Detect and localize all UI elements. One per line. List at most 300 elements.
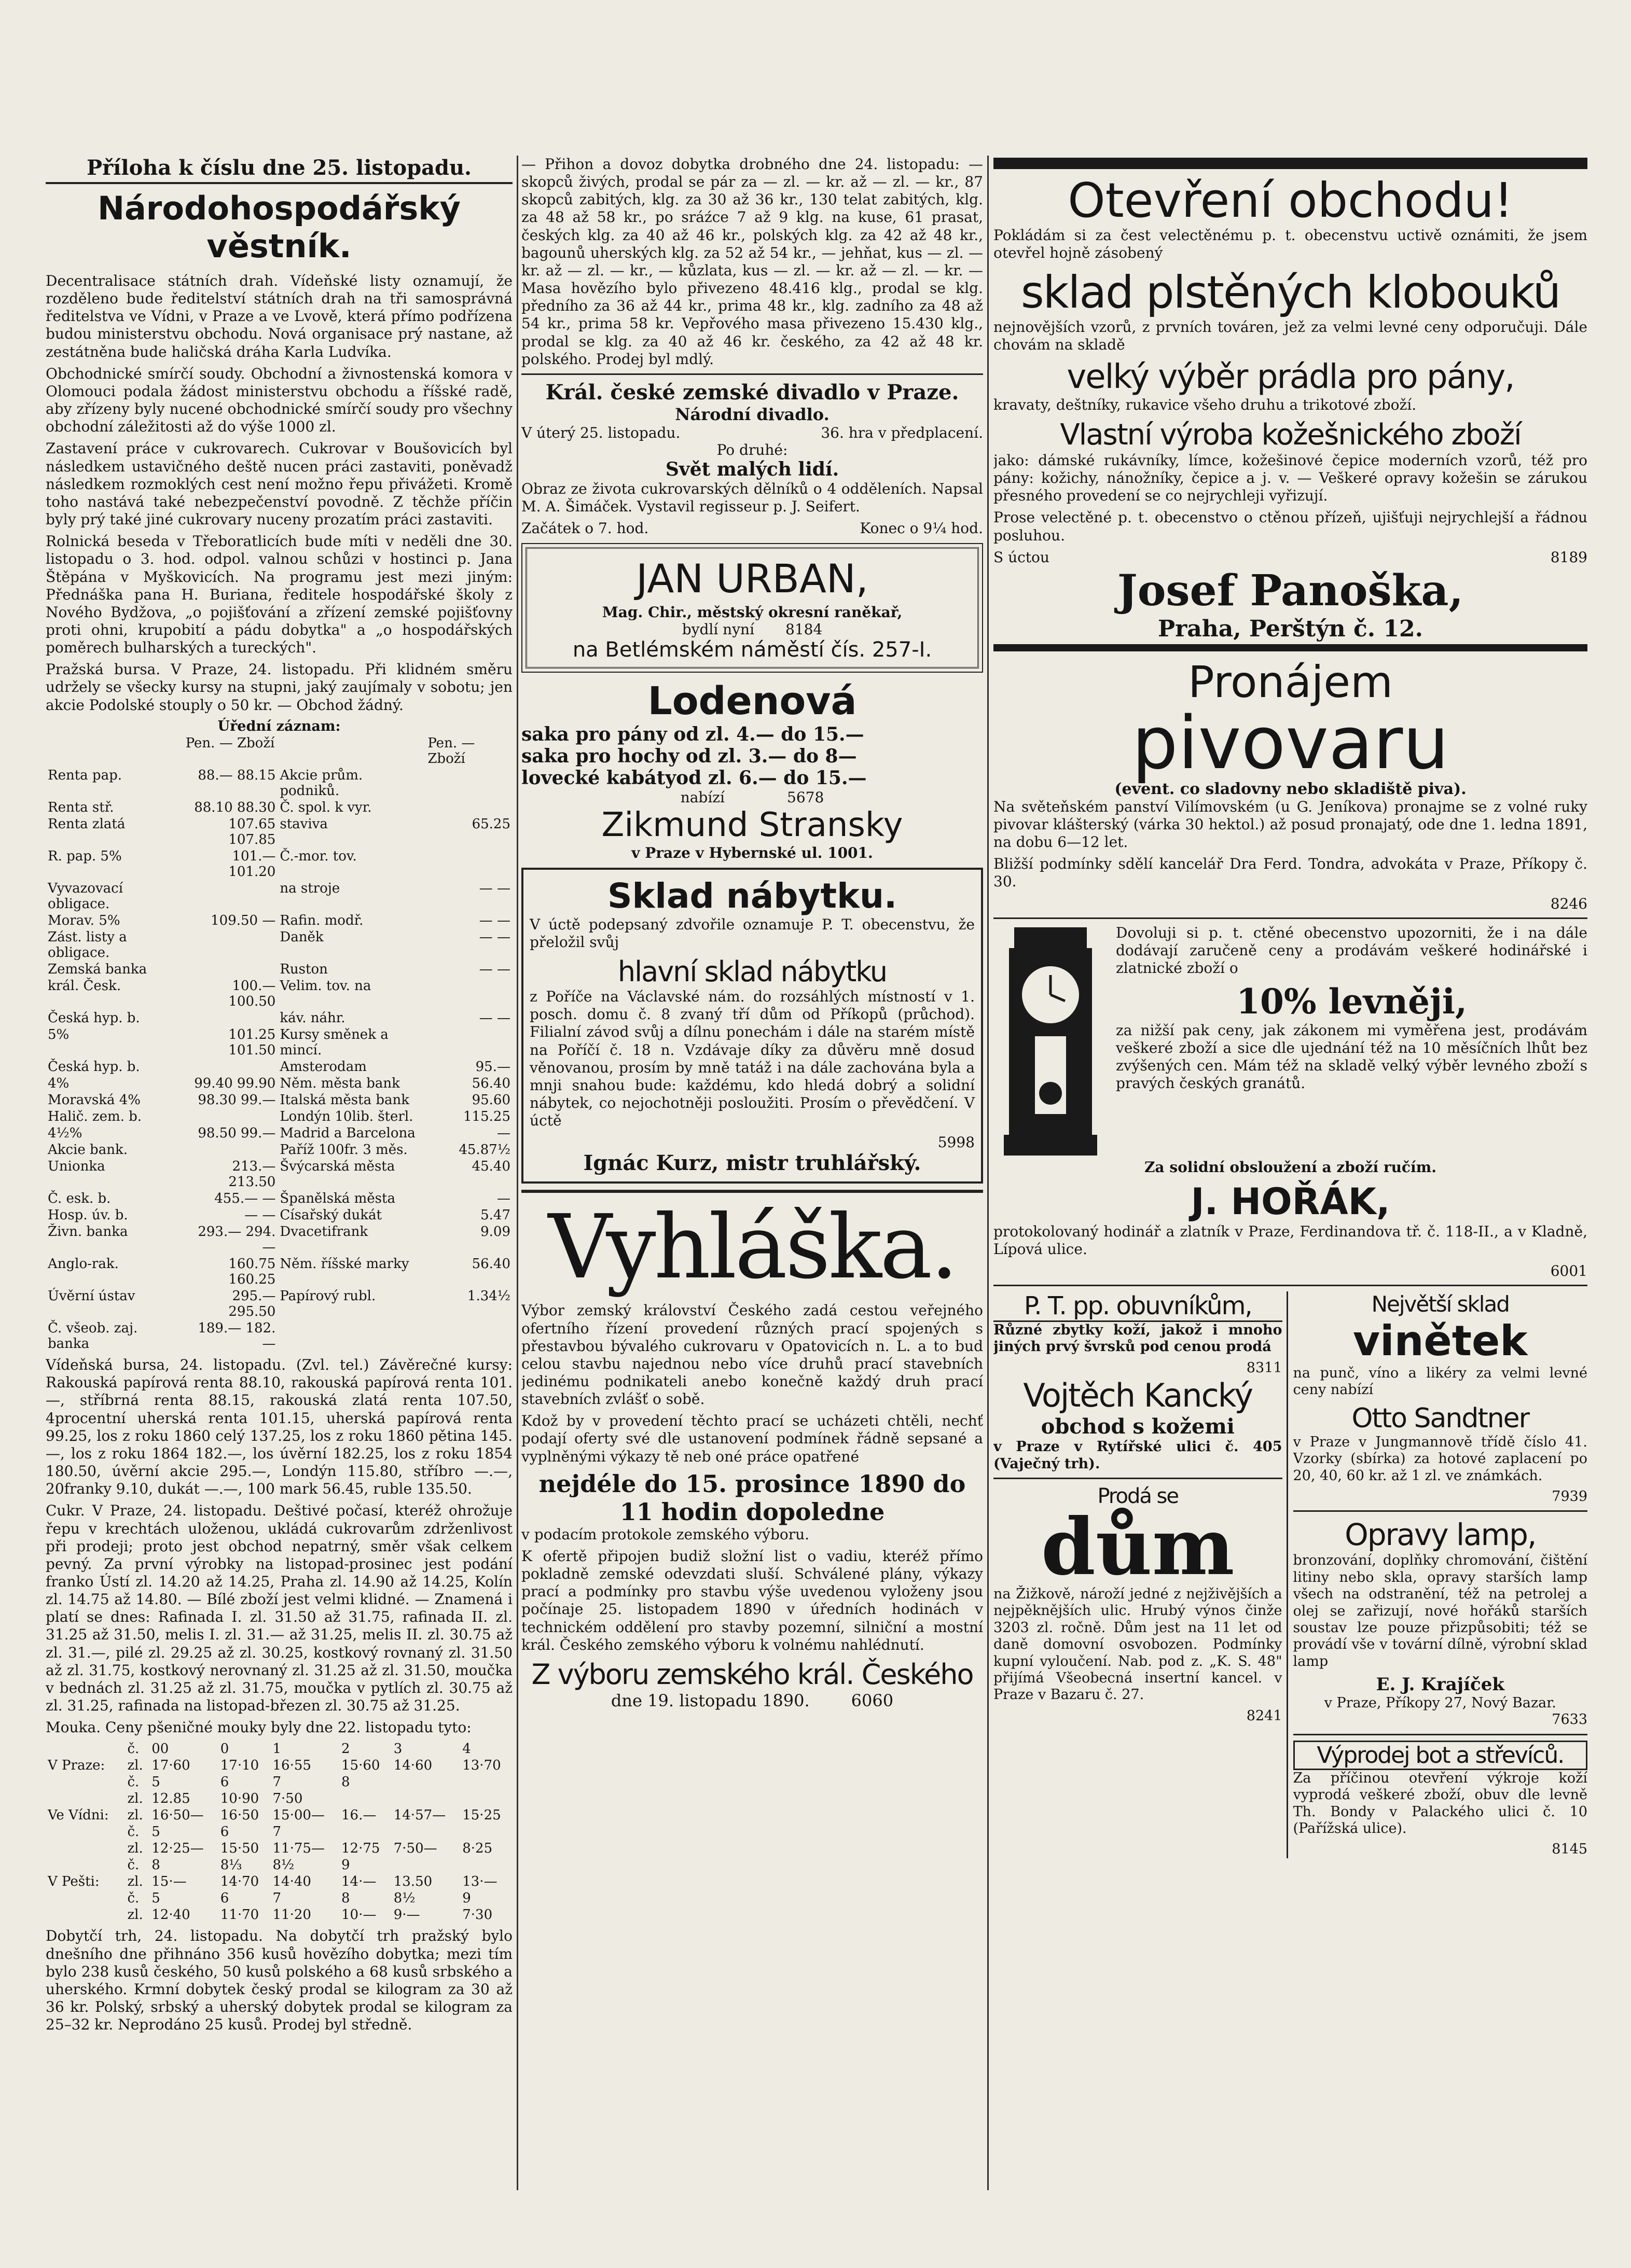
bourse-cell — [184, 1010, 278, 1026]
bourse-cell: 65.25 — [472, 816, 510, 832]
flour-cell: 13.50 — [393, 1874, 433, 1890]
fh-6: 4 — [462, 1741, 471, 1757]
bourse-row — [46, 1075, 513, 1092]
flour-cell: 8 — [341, 1774, 350, 1790]
shop-regards: S úctou — [993, 548, 1049, 566]
bourse-cell: Renta zlatá — [48, 816, 126, 832]
flour-cell: zl. — [127, 1807, 143, 1824]
urban-addr: na Betlémském náměstí čís. 257-I. — [572, 637, 932, 662]
bourse-row — [46, 912, 513, 929]
bourse-row — [46, 978, 513, 1010]
bourse-cell: 4½% — [48, 1125, 82, 1142]
bourse-cell: Italská města bank — [280, 1092, 409, 1108]
bourse-cell: Dvacetifrank — [280, 1224, 368, 1240]
section-title: Národohospodářský věstník. — [98, 189, 461, 265]
sale-title: Výprodej bot a střevíců. — [1293, 1741, 1588, 1770]
bourse-cell: Akcie prům. podniků. — [280, 768, 363, 799]
bourse-cell: 88.— 88.15 — [198, 768, 276, 784]
bourse-row — [46, 1125, 513, 1142]
article-sugar: Cukr. V Praze, 24. listopadu. Deštivé počasí, kteréž ohrožuje řepu v krechtách uloženou, ukládá cukrovarům zdrženlivost při prodeji; proto jest obchod nepatrný, směr však celkem pevný. Za první výrobky na listopad-prosinec jest podání franko Ústí zl. 14.20 až 14.25, Praha zl. 14.90 až 14.25, Kolín zl. 14.75 až 14.80. — Bílé zboží jest velmi klidné. — Znamená i platí se dnes: Rafinada I. zl. 31.50 až 31.75, rafinada II. zl. 31.25 až 31.50, melis I. zl. 31.— až 31.25, melis II. zl. 30.75 až zl. 31.—, pilé zl. 29.25 až zl. 30.25, kostkový rovnaný zl. 31.50 až zl. 31.75, kostkový nerovnaný zl. 31.25 až zl. 31.50, moučka v bednách zl. 31.25 až zl. 31.75, moučka v pytlích zl. 30.75 až zl. 31.25, rafinada na listopad-březen zl. 30.75 až 31.25. — [46, 1502, 513, 1715]
clock-icon — [993, 927, 1108, 1156]
shop-p2: nejnovějších vzorů, z prvních továren, jež za velmi levné ceny odporučuji. Dále chovám na skladě — [993, 318, 1587, 353]
flour-cell: Ve Vídni: — [48, 1807, 109, 1824]
flour-cell: 12·75 — [341, 1841, 380, 1857]
bourse-row — [46, 1108, 513, 1125]
bourse-cell: Renta stř. — [48, 800, 114, 816]
flour-cell — [339, 1824, 392, 1840]
bourse-cell: 100.— 100.50 — [228, 978, 276, 1010]
small-ads-grid — [993, 1291, 1587, 1858]
urban-l1: Mag. Chir., městský okresní raněkař, — [602, 603, 903, 621]
flour-cell: zl. — [127, 1841, 143, 1857]
loden-1: saka pro pány od zl. 4.— do 15.— — [521, 723, 864, 745]
th-0 — [46, 735, 184, 767]
theatre-sub: Národní divadlo. — [675, 404, 830, 424]
bourse-cell: 107.65 107.85 — [228, 816, 276, 848]
house-p: na Žižkově, nároží jedné z nejživějších a nejpěknějších ulic. Hrubý výnos činže 3203 zl. ročně. Dům jest na 11 let od daně domovní osvobozen. Podmínky kupní vyloučení. Nab. pod z. „K. S. 48" přijímá Všeobecná insertní kancel. v Praze v Bazaru č. 27. — [993, 1585, 1282, 1703]
sale-p: Za příčinou otevření výkroje koží vyprodá veškeré zboží, obuv dle levně Th. Bondy v Palackého ulici č. 10 (Pařížská ulice). — [1293, 1770, 1587, 1837]
bourse-row — [46, 1026, 513, 1059]
leather-sub: obchod s kožemi — [1041, 1414, 1235, 1439]
bourse-row — [46, 1010, 513, 1026]
furniture-big: hlavní sklad nábytku — [617, 955, 887, 989]
furniture-title: Sklad nábytku. — [607, 875, 897, 916]
furniture-p1: V úctě podepsaný zdvořile oznamuje P. T. obecenstvu, že přeložil svůj — [530, 915, 975, 951]
shop-big3: Vlastní výroba kožešnického zboží — [1060, 418, 1521, 452]
bourse-cell: káv. náhr. — [280, 1010, 345, 1026]
bourse-row — [46, 1092, 513, 1108]
theatre-start: Začátek o 7. hod. — [521, 520, 649, 537]
notice-date: dne 19. listopadu 1890. — [611, 1690, 810, 1710]
lamps-num: 7633 — [1552, 1712, 1587, 1728]
bourse-row — [46, 1288, 513, 1320]
bourse-cell: 98.50 99.— — [198, 1125, 276, 1142]
flour-cell: 7·50 — [272, 1791, 303, 1807]
supplement-header: Příloha k číslu dne 25. listopadu. — [46, 156, 513, 184]
bourse-row — [46, 1158, 513, 1190]
lamps-title: Opravy lamp, — [1345, 1517, 1536, 1553]
bourse-row — [46, 1142, 513, 1158]
leather-title: P. T. pp. obuvníkům, — [993, 1291, 1282, 1322]
watch-p3: Za solidní obsloužení a zboží ručím. — [1144, 1158, 1436, 1176]
flour-cell: 17·10 — [220, 1758, 259, 1774]
bourse-cell: — — [497, 1125, 510, 1142]
loden-offer: nabízí — [680, 788, 725, 806]
column-3 — [993, 156, 1587, 2195]
bourse-cell: — — — [479, 1010, 510, 1026]
flour-cell: 15·00— — [272, 1807, 325, 1824]
bourse-cell: Č. esk. b. — [48, 1191, 111, 1207]
flour-cell: 6 — [220, 1890, 229, 1907]
bourse-cell — [278, 1320, 425, 1352]
flour-cell: č. — [127, 1890, 140, 1907]
bourse-cell: na stroje — [280, 881, 340, 897]
bourse-cell: R. pap. 5% — [48, 848, 122, 865]
flour-cell: 6 — [220, 1824, 229, 1840]
flour-cell: 13·— — [462, 1874, 497, 1890]
flour-row — [46, 1907, 513, 1923]
flour-cell: 9 — [462, 1890, 471, 1907]
shop-big: sklad plstěných klobouků — [1020, 266, 1560, 318]
bourse-cell: — — — [479, 913, 510, 929]
article-livestock: — Přihon a dovoz dobytka drobného dne 24. listopadu: — skopců živých, prodal se pár za — zl. — kr. až — zl. — kr., 87 skopců zabitých, klg. za 30 až 36 kr., 130 telat zabitých, klg. za 48 až 58 kr., po sráźce 7 až 9 klg. na kuse, 61 prasat, českých klg. za 40 až 46 kr., polských klg. za 42 až 48 kr., bagounů uherských klg. za 52 až 54 kr., — jehňat, kus — zl. — kr. až — zl. — kr., — kůzlata, kus — zl. — kr. až — zl. — kr. — Masa hovězího bylo přivezeno 48.416 klg., prodal se klg. předního za 36 až 44 kr., prima 48 kr., klg. zadního za 48 až 54 kr., prima 58 kr. Vepřového masa přivezeno 15.430 klg., prodal se klg. za 40 až 46 kr. českého, za 42 až 48 kr. polského. Prodej byl mdlý. — [521, 156, 983, 368]
labels-title: vinětek — [1353, 1317, 1528, 1365]
urban-num: 8184 — [785, 620, 823, 638]
flour-cell — [460, 1857, 513, 1873]
bourse-cell: Moravská 4% — [48, 1092, 141, 1108]
lease-sub: (event. co sladovny nebo skladiště piva). — [1114, 780, 1467, 798]
bourse-cell — [425, 767, 513, 799]
notice-deadline1: nejdéle do 15. prosince 1890 do — [538, 1469, 966, 1498]
bourse-cell: Ruston — [280, 962, 328, 978]
furniture-p2: z Poříče na Václavské nám. do rozsáhlých místností v 1. posch. domu č. 8 zvaný tří dům od Příkopů (průchod). Filialní závod svůj a dílnu ponechám i dále na starém místě na Poříčí č. 18 n. Vzdávaje díky za důvěru mně dosud věnovanou, prosím by mně tatáž i na dále zachována byla a mnji snahou bude: každému, kdo hledá dobrý a solidní nábytek, co nejochotněji posloužiti. Prosím o převědčení. V úctě — [530, 988, 975, 1130]
bourse-row — [46, 816, 513, 848]
loden-ad — [521, 679, 983, 861]
loden-num: 5678 — [787, 788, 824, 806]
bourse-cell: Paříž 100fr. 3 měs. — [280, 1142, 408, 1158]
flour-cell — [46, 1857, 125, 1873]
flour-cell: č. — [127, 1824, 140, 1840]
bourse-cell: Amsterodam — [280, 1059, 367, 1075]
labels-top: Největší sklad — [1371, 1291, 1509, 1317]
bourse-cell: 293.— 294.— — [198, 1224, 276, 1256]
article-sugar-stop: Zastavení práce v cukrovarech. Cukrovar v Boušovicích byl následkem ustavičného deště nucen práci zastaviti, poněvadž následkem rozmoklých cest není možno řepu přivážeti. Kromě toho nastává také nebezpečenství povodně. Z těchže příčin byly prý také jiné cukrovary nuceny prozatím práci zastaviti. — [46, 440, 513, 528]
bourse-cell — [184, 1108, 278, 1125]
flour-cell: 16.— — [341, 1807, 377, 1824]
bourse-cell: 95.— — [475, 1059, 510, 1075]
fh-4: 2 — [341, 1741, 350, 1757]
flour-cell — [339, 1790, 392, 1807]
fh-3: 1 — [272, 1741, 282, 1757]
article-prague-bourse: Pražská bursa. V Praze, 24. listopadu. Při klidném směru udržely se všecky kursy na stupni, jaký zaujímaly v sobotu; jen akcie Podolské stouply o 50 kr. — Obchod žádný. — [46, 661, 513, 714]
watch-num: 6001 — [1550, 1262, 1587, 1279]
labels-p2: v Praze v Jungmannově třídě číslo 41. Vzorky (sbírka) za hotové zaplacení po 20, 40, 60 kr. až 1 zl. ve známkách. — [1293, 1434, 1587, 1484]
bourse-cell: Č. spol. k vyr. — [280, 800, 372, 816]
flour-cell: 6 — [220, 1774, 229, 1790]
bourse-cell: Zást. listy a obligace. — [48, 929, 127, 961]
bourse-row — [46, 929, 513, 961]
notice-num: 6060 — [851, 1690, 894, 1710]
flour-cell: 7·50— — [393, 1841, 437, 1857]
bourse-cell — [184, 880, 278, 912]
notice-deadline2: 11 hodin dopoledne — [619, 1497, 885, 1526]
leather-num: 8311 — [1246, 1359, 1282, 1376]
bourse-cell: 99.40 99.90 — [194, 1076, 276, 1092]
flour-row — [46, 1824, 513, 1840]
fh-1: 00 — [151, 1741, 169, 1757]
notice-p1: Výbor zemský království Českého zadá cestou veřejného ofertního řízení provedení různých prací spojených s přestavbou bývalého cukrovaru v Opatovicích n. L. a to bud celou stavbu najednou nebo více druhů prací stavebních jedinému podnikateli anebo konečně každý druh prací stavebních zvlášť o sobě. — [521, 1302, 983, 1408]
bourse-cell — [425, 848, 513, 880]
bourse-cell: 295.— 295.50 — [228, 1288, 276, 1320]
theatre-num: 36. hra v předplacení. — [821, 424, 983, 441]
bourse-row — [46, 961, 513, 978]
flour-cell: 16·55 — [272, 1758, 311, 1774]
flour-cell: zl. — [127, 1758, 143, 1774]
bourse-cell: Velim. tov. na — [280, 978, 371, 994]
th-1: Pen. — Zboží — [185, 735, 275, 752]
bourse-cell: 95.60 — [472, 1092, 510, 1108]
article-vienna-bourse: Vídeňská bursa, 24. listopadu. (Zvl. tel.) Závěrečné kursy: Rakouská papírová renta 88.10, rakouská papírová renta 101.—, stříbrná renta 88.15, rakouská zlatá renta 107.50, 4procentní uherská renta 101.15, uherská papírová renta 99.25, los z roku 1860 celý 137.25, los z roku 1860 pětina 145.—, los z roku 1864 182.—, los úvěrní 182.25, los z roku 1854 180.50, úvěrní akcie 295.—, Londýn 115.80, stříbro —.—, 20franky 9.10, dukát —.—, 100 mark 56.45, ruble 135.50. — [46, 1356, 513, 1498]
bourse-cell: Kursy směnek a mincí. — [280, 1027, 389, 1059]
bourse-row — [46, 1190, 513, 1207]
loden-name: Zikmund Stransky — [601, 805, 903, 844]
flour-cell: 10·90 — [220, 1791, 259, 1807]
flour-cell — [392, 1790, 461, 1807]
bourse-cell: 115.25 — [463, 1109, 510, 1125]
bourse-cell — [425, 799, 513, 816]
flour-cell: 7·30 — [462, 1907, 493, 1923]
flour-cell: 11·75— — [272, 1841, 325, 1857]
bourse-cell: Zemská banka — [48, 962, 147, 978]
bourse-cell: 45.40 — [472, 1159, 510, 1175]
shop-p3: kravaty, deštníky, rukavice všeho druhu a trikotové zboží. — [993, 396, 1417, 413]
bourse-cell: Císařský dukát — [280, 1207, 382, 1223]
watch-p4: protokolovaný hodinář a zlatník v Praze, Ferdinandova tř. č. 118-II., a v Kladně, Lípová ulice. — [993, 1222, 1587, 1258]
flour-cell: 14·60 — [393, 1758, 433, 1774]
urban-l2: bydlí nyní — [682, 620, 755, 638]
flour-cell: 14·57— — [393, 1807, 446, 1824]
flour-cell: 17·60 — [151, 1758, 190, 1774]
furniture-ad — [521, 868, 983, 1184]
flour-cell: 5 — [151, 1890, 160, 1907]
small-ads-right — [1293, 1291, 1588, 1858]
bourse-cell: Živn. banka — [48, 1224, 128, 1240]
bourse-cell — [184, 961, 278, 978]
bourse-cell: Daněk — [280, 929, 324, 945]
bourse-cell: 88.10 88.30 — [194, 800, 276, 816]
bourse-cell — [425, 1320, 513, 1352]
flour-cell: zl. — [127, 1907, 143, 1923]
bourse-cell: Vyvazovací obligace. — [48, 881, 123, 912]
bourse-cell: Halič. zem. b. — [48, 1109, 142, 1125]
flour-cell: 8⅓ — [220, 1857, 242, 1873]
bourse-cell: Londýn 10lib. šterl. — [280, 1109, 413, 1125]
notice-p3: v podacím protokole zemského výboru. — [521, 1525, 810, 1543]
flour-row — [46, 1807, 513, 1824]
bourse-cell: 56.40 — [472, 1076, 510, 1092]
flour-row — [46, 1873, 513, 1890]
lamps-name: E. J. Krajíček — [1376, 1674, 1504, 1695]
theatre-date: V úterý 25. listopadu. — [521, 424, 681, 441]
leather-name: Vojtěch Kancký — [1023, 1376, 1253, 1415]
flour-cell: 13·70 — [462, 1758, 501, 1774]
house-num: 8241 — [1246, 1707, 1282, 1724]
loden-addr: v Praze v Hybernské ul. 1001. — [631, 844, 873, 861]
bourse-cell: 5% — [48, 1027, 70, 1043]
urban-ad — [526, 547, 979, 669]
furniture-num: 5998 — [937, 1134, 975, 1151]
flour-cell — [460, 1824, 513, 1840]
notice-sign: Z výboru zemského král. Českého — [531, 1658, 973, 1691]
shop-title: Otevření obchodu! — [1068, 173, 1513, 228]
bourse-cell: Švýcarská města — [280, 1159, 395, 1175]
th-3: Pen. — Zboží — [427, 735, 475, 767]
bourse-cell: Č. všeob. zaj. banka — [48, 1320, 138, 1352]
flour-row — [46, 1790, 513, 1807]
watch-p2: za nižší pak ceny, jak zákonem mi vyměřena jest, prodávám veškeré zboží a sice dle ujednání též na 10 měsíčních lhůt bez zvýšených cen. Mám též na skladě velký výběr levného zboží s pravých českých granátů. — [1116, 1022, 1587, 1092]
flour-cell: 14·40 — [272, 1874, 311, 1890]
bourse-cell: 160.75 160.25 — [228, 1256, 276, 1288]
bourse-cell: 4% — [48, 1076, 70, 1092]
bourse-cell: 189.— 182.— — [198, 1320, 276, 1352]
bourse-row — [46, 799, 513, 816]
furniture-sign: Ignác Kurz, mistr truhlářský. — [583, 1151, 921, 1176]
flour-cell: 11·70 — [220, 1907, 259, 1923]
bourse-row — [46, 1320, 513, 1352]
theatre-play: Svět malých lidí. — [665, 458, 839, 480]
theatre-pre: Po druhé: — [716, 441, 788, 458]
flour-cell: 9·— — [393, 1907, 420, 1923]
bourse-cell: král. Česk. — [48, 978, 121, 994]
column-1 — [46, 156, 513, 2195]
bourse-cell: 213.— 213.50 — [228, 1159, 276, 1190]
flour-cell: V Pešti: — [48, 1874, 100, 1890]
fh-blank — [46, 1741, 125, 1757]
flour-cell: 9 — [341, 1857, 350, 1873]
lamps-addr: v Praze, Příkopy 27, Nový Bazar. — [1324, 1695, 1556, 1712]
bourse-cell: — — [497, 1191, 510, 1207]
bourse-cell: — — — [479, 962, 510, 978]
flour-cell: 11·20 — [272, 1907, 311, 1923]
bourse-cell: Papírový rubl. — [280, 1288, 376, 1304]
bourse-cell — [184, 1059, 278, 1075]
bourse-cell: — — — [479, 929, 510, 945]
flour-cell — [460, 1790, 513, 1807]
flour-cell: 5 — [151, 1774, 160, 1790]
lease-p1: Na světeňském panství Vilímovském (u G. Jeníkova) pronajme se z volné ruky pivovar klášterský (várka 30 hektol.) až posud pronajatý, ode dne 1. ledna 1891, na dobu 6—12 let. — [993, 798, 1587, 851]
house-big: dům — [1041, 1501, 1235, 1593]
leather-p: Různé zbytky koží, jakož i mnoho jiných prvý švrsků pod cenou prodá — [993, 1322, 1282, 1355]
theatre-title: Král. české zemské divadlo v Praze. — [545, 380, 959, 405]
bourse-cell: Španělská města — [280, 1191, 395, 1207]
bourse-cell: Unionka — [48, 1159, 105, 1175]
flour-cell — [392, 1774, 461, 1790]
bourse-cell: 5.47 — [480, 1207, 510, 1223]
article-decentralisation: Decentralisace státních drah. Vídeňské listy oznamují, že rozděleno bude ředitelství státních drah na tři samosprávná ředitelstva ve Vídni, v Praze a ve Lvově, která přímo podřízena budou ministerstvu obchodu. Nová organisace prý nastane, až zestátněna bude haličská dráha Karla Ludvíka. — [46, 272, 513, 360]
theatre-end: Konec o 9¼ hod. — [860, 520, 983, 537]
bourse-cell — [425, 1026, 513, 1059]
loden-3: lovecké kabátyod zl. 6.— do 15.— — [521, 767, 867, 789]
bourse-table — [46, 735, 513, 1352]
labels-num: 7939 — [1552, 1488, 1587, 1505]
bourse-cell: Rafin. modř. — [280, 913, 364, 929]
lease-title1: Pronájem — [1188, 656, 1393, 707]
flour-row — [46, 1890, 513, 1907]
bourse-cell: staviva — [280, 816, 328, 832]
bourse-row — [46, 1256, 513, 1288]
flour-cell: 15·60 — [341, 1758, 380, 1774]
flour-row — [46, 1757, 513, 1774]
flour-cell: 7 — [272, 1774, 282, 1790]
bourse-cell: Akcie bank. — [48, 1142, 128, 1158]
bourse-row — [46, 767, 513, 799]
bourse-cell: Madrid a Barcelona — [280, 1125, 416, 1142]
flour-cell: 12.85 — [151, 1791, 190, 1807]
notice-title: Vyhláška. — [548, 1196, 957, 1299]
flour-cell: 14·— — [341, 1874, 377, 1890]
bourse-row — [46, 1059, 513, 1075]
flour-cell — [46, 1790, 125, 1807]
shop-big2: velký výběr prádla pro pány, — [1067, 357, 1514, 396]
bourse-cell: 101.25 101.50 — [228, 1027, 276, 1059]
bourse-cell: — — — [244, 1207, 276, 1223]
bourse-cell: Česká hyp. b. — [48, 1059, 140, 1075]
bourse-cell — [184, 929, 278, 961]
bourse-row — [46, 880, 513, 912]
watch-p1: Dovoluji si p. t. ctěné obecenstvo upozorniti, že i na dále dodávají zaručeně ceny a prodávám veškeré hodinářské i zlatnické zboží o — [1116, 924, 1587, 977]
shop-p4: jako: dámské rukávníky, límce, kožešinové čepice moderních vzorů, též pro pány: kožichy, nánožníky, čepice a j. v. — Veškeré opravy kožešin se zárukou přesného provedení se co nejrychleji vyřizují. — [993, 451, 1587, 505]
sale-num: 8145 — [1552, 1841, 1587, 1858]
labels-name: Otto Sandtner — [1351, 1402, 1529, 1434]
bourse-cell: 9.09 — [480, 1224, 510, 1240]
article-flour: Mouka. Ceny pšeničné mouky byly dne 22. listopadu tyto: — [46, 1719, 472, 1736]
article-cattle: Dobytčí trh, 24. listopadu. Na dobytčí trh pražský bylo dnešního dne přihnáno 356 kusů hovězího dobytka; mezi tím bylo 238 kusů českého, 50 kusů polského a 68 kusů srbského a uherského. Krmní dobytek český prodal se kilogram za 30 až 36 kr. Polský, srbský a uherský dobytek prodal se kilogram za 25–32 kr. Neprodáno 25 kusů. Prodej byl středně. — [46, 1927, 513, 2034]
flour-cell: 8 — [341, 1890, 350, 1907]
bourse-cell: Morav. 5% — [48, 913, 120, 929]
lease-num: 8246 — [1550, 895, 1587, 912]
house-top: Prodá se — [1097, 1484, 1179, 1508]
flour-cell: 8½ — [393, 1890, 416, 1907]
bourse-cell: 56.40 — [472, 1256, 510, 1272]
bourse-row — [46, 848, 513, 880]
watch-name: J. HOŘÁK, — [1191, 1180, 1390, 1223]
flour-cell: 8½ — [272, 1857, 295, 1873]
shop-p5: Prose velectěné p. t. obecenstvo o ctěnou přízeň, ujišťuji nejrychlejší a řádnou posluhou. — [993, 509, 1587, 544]
flour-cell: 15·— — [151, 1874, 187, 1890]
flour-cell: 15·50 — [220, 1841, 259, 1857]
flour-cell: 16·50— — [151, 1807, 204, 1824]
flour-cell — [46, 1840, 125, 1857]
watch-big: 10% levněji, — [1236, 981, 1467, 1022]
flour-cell — [392, 1824, 461, 1840]
column-2 — [521, 156, 983, 2195]
flour-cell: 7 — [272, 1824, 282, 1840]
article-arbitration: Obchodnické smírčí soudy. Obchodní a živnostenská komora v Olomouci podala žádost ministerstvu obchodu a říšské radě, aby zřízeny byly nucené obchodnické smírčí soudy pro všechny obchodní záležitosti až do výše 1000 zl. — [46, 365, 513, 436]
loden-title: Lodenová — [647, 678, 857, 723]
bourse-cell: 455.— — — [214, 1191, 276, 1207]
article-farmers: Rolnická beseda v Třeboratlicích bude míti v neděli dne 30. listopadu o 3. hod. odpol. valnou schůzi v hostinci p. Jana Štěpána v Myškovicích. Na programu jest mezi jiným: Přednáška pana H. Buriana, ředitele hospodářské školy z Nového Bydžova, „o pojišťování a zřízení zemské pojišťovny proti ohni, krupobití a pádu dobytka" a „o hospodářských poměrech bulharských a tureckých". — [46, 533, 513, 657]
bourse-row — [46, 1207, 513, 1223]
bourse-cell: — — — [479, 881, 510, 897]
lamps-p: bronzování, doplňky chromování, čištění litiny nebo skla, opravy starších lamp všech na odstranění, též na petrolej a olej se zařizují, nové hořáků starších soustav lze pouze přizpůsobiti; též se provádí vše v tovární dílně, výrobní sklad lamp — [1293, 1552, 1587, 1669]
lease-p2: Bližší podmínky sdělí kancelář Dra Ferd. Tondra, advokáta v Praze, Příkopy č. 30. — [993, 855, 1587, 890]
watch-ad — [993, 924, 1587, 1159]
flour-cell: 8·25 — [462, 1841, 493, 1857]
bourse-cell: Česká hyp. b. — [48, 1010, 140, 1026]
flour-row — [46, 1857, 513, 1873]
shop-addr: Praha, Perštýn č. 12. — [1158, 615, 1423, 642]
bourse-cell: 1.34½ — [467, 1288, 510, 1304]
flour-cell: 12·25— — [151, 1841, 204, 1857]
fh-0: č. — [127, 1741, 140, 1757]
bourse-cell: Úvěrní ústav — [48, 1288, 135, 1304]
fh-5: 3 — [393, 1741, 403, 1757]
shop-p1: Pokládám si za čest velectěnému p. t. obecenstvu uctivě oznámiti, že jsem otevřel hojně zásobený — [993, 227, 1587, 262]
flour-cell: 10·— — [341, 1907, 377, 1923]
flour-cell: 16·50 — [220, 1807, 259, 1824]
flour-row — [46, 1774, 513, 1790]
flour-row — [46, 1840, 513, 1857]
bourse-cell: Něm. města bank — [280, 1076, 400, 1092]
bourse-cell: Renta pap. — [48, 768, 122, 784]
shop-name: Josef Panoška, — [1117, 565, 1464, 616]
flour-cell: č. — [127, 1774, 140, 1790]
bourse-cell: Anglo-rak. — [48, 1256, 119, 1272]
flour-cell: 7 — [272, 1890, 282, 1907]
bourse-cell: 109.50 — — [211, 913, 276, 929]
th-2 — [278, 735, 425, 767]
notice-p4: K ofertě připojen budiž složní list o vadiu, kteréž přímo pokladně zemské odevzdati sluší. Schválené plány, výkazy prací a podmínky pro stavbu výše uvedenou vyloženy jsou počínaje 25. listopadem 1890 v úředních hodinách v technickém oddělení pro stavby pozemní, silniční a mostní král. Českého zemského výboru k volnému nahlédnutí. — [521, 1547, 983, 1653]
